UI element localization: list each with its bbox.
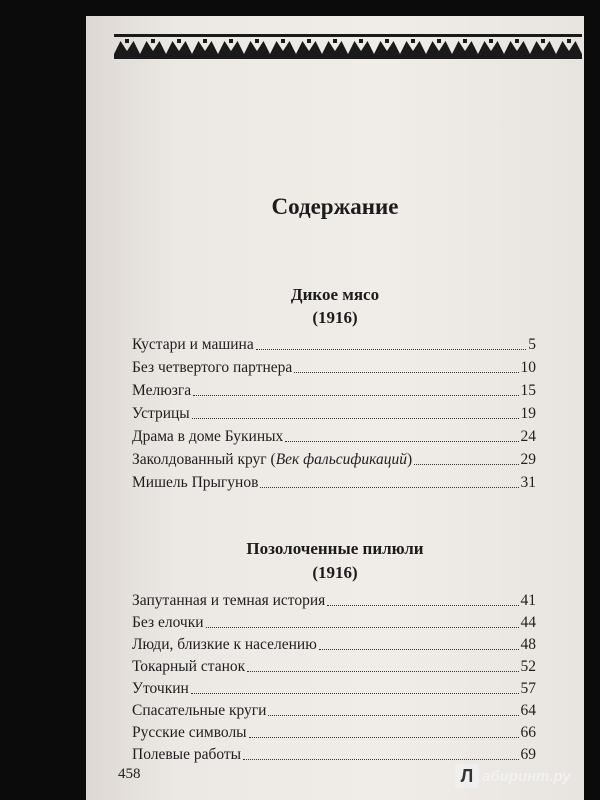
- decorative-border-ornament: [114, 34, 582, 60]
- section-title-1: Дикое мясо: [290, 285, 380, 304]
- watermark-text: абиринт.ру: [482, 767, 571, 785]
- toc-entry[interactable]: Полевые работы 69: [132, 746, 536, 763]
- labirint-watermark: [455, 763, 595, 789]
- toc-entry[interactable]: Спасательные круги 64: [132, 702, 536, 719]
- section-year-1: (1916): [312, 308, 358, 327]
- toc-entry[interactable]: Мишель Прыгунов 31: [132, 474, 536, 491]
- page-number: 458: [118, 766, 141, 782]
- book-page: [86, 16, 584, 800]
- toc-entry[interactable]: Кустари и машина 5: [132, 336, 536, 353]
- section-year-2: (1916): [312, 563, 358, 582]
- toc-entry[interactable]: Уточкин 57: [132, 680, 536, 697]
- toc-entry[interactable]: Люди, близкие к населению 48: [132, 636, 536, 653]
- toc-entry[interactable]: Мелюзга 15: [132, 382, 536, 399]
- toc-entry[interactable]: Драма в доме Букиных 24: [132, 428, 536, 445]
- toc-entry[interactable]: Заколдованный круг (Век фальсификаций) 29: [132, 451, 536, 468]
- toc-entry[interactable]: Без четвертого партнера 10: [132, 359, 536, 376]
- toc-entry[interactable]: Токарный станок 52: [132, 658, 536, 675]
- toc-entry[interactable]: Русские символы 66: [132, 724, 536, 741]
- page-title: Содержание: [271, 194, 399, 219]
- toc-entry[interactable]: Без елочки 44: [132, 614, 536, 631]
- toc-entry[interactable]: Устрицы 19: [132, 405, 536, 422]
- labirint-logo-icon: Л: [455, 764, 479, 788]
- toc-entry[interactable]: Запутанная и темная история 41: [132, 592, 536, 609]
- section-title-2: Позолоченные пилюли: [246, 539, 424, 558]
